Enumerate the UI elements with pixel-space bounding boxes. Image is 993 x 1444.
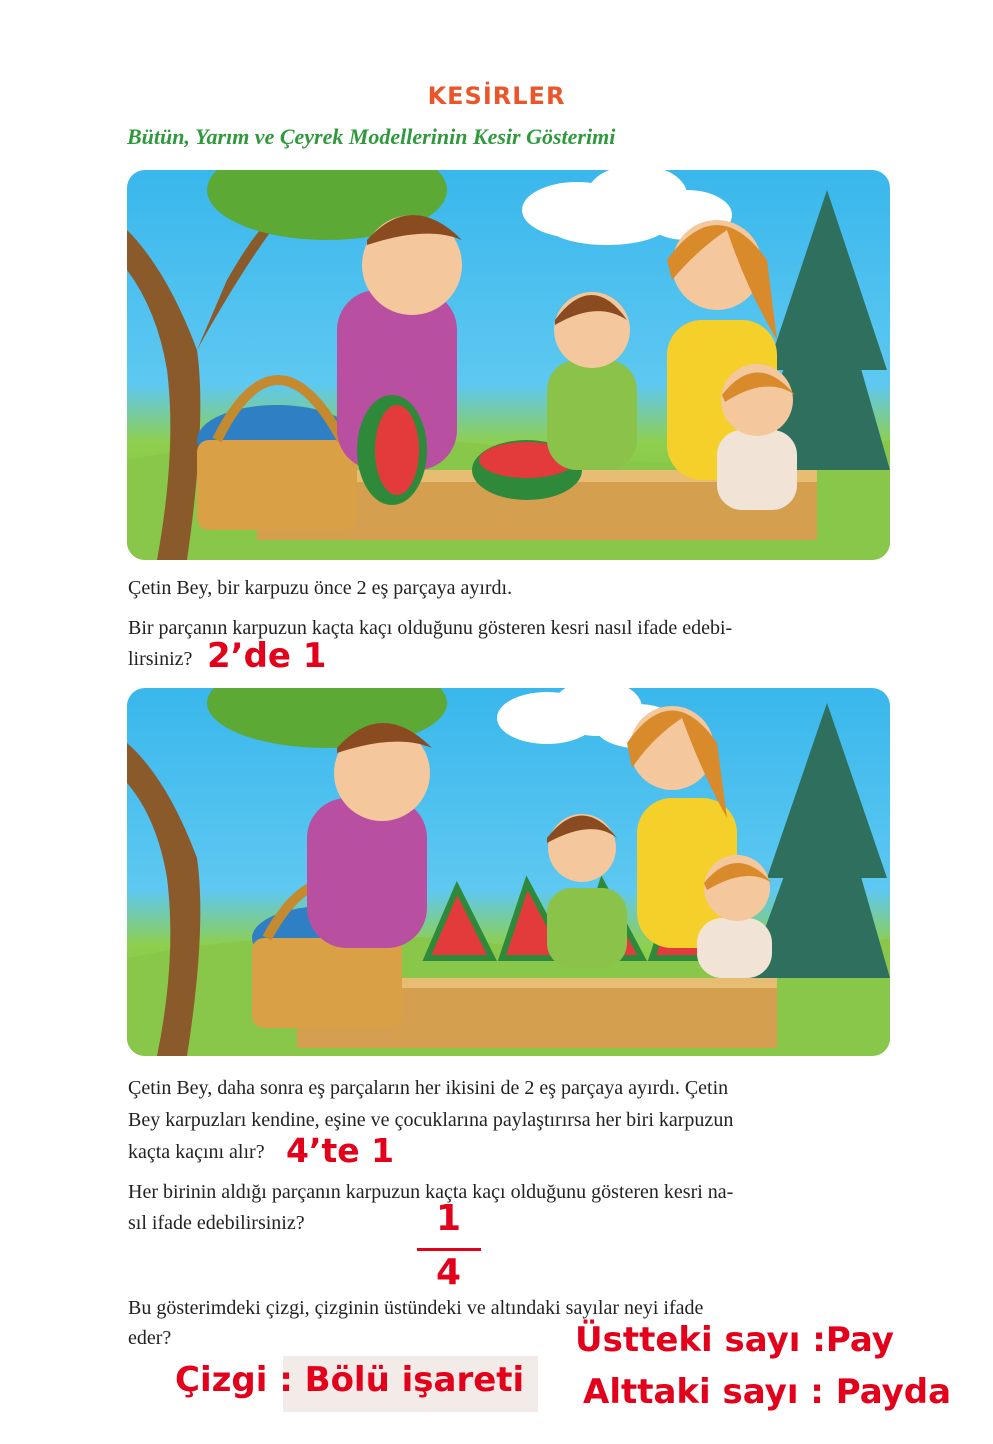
note-ustteki: Üstteki sayı :Pay bbox=[575, 1320, 894, 1360]
section2-para3-line2: eder? bbox=[128, 1327, 172, 1349]
page-subtitle: Bütün, Yarım ve Çeyrek Modellerinin Kesir Gösterimi bbox=[127, 124, 616, 149]
picnic-illustration-2 bbox=[127, 688, 890, 1056]
section2-para1-line2: Bey karpuzları kendine, eşine ve çocuklarına paylaştırırsa her biri karpuzun bbox=[128, 1109, 734, 1131]
section1-line2: Bir parçanın karpuzun kaçta kaçı olduğunu gösteren kesri nasıl ifade edebi- bbox=[128, 617, 733, 639]
section2-para1-line3: kaçta kaçını alır? bbox=[128, 1141, 265, 1163]
note-alttaki: Alttaki sayı : Payda bbox=[583, 1372, 952, 1412]
section2-para3-line1: Bu gösterimdeki çizgi, çizginin üstündeki ve altındaki sayılar neyi ifade bbox=[128, 1297, 704, 1319]
note-cizgi: Çizgi : Bölü işareti bbox=[175, 1360, 525, 1400]
section1-line1: Çetin Bey, bir karpuzu önce 2 eş parçaya ayırdı. bbox=[128, 577, 513, 599]
fraction-numerator: 1 bbox=[436, 1198, 462, 1239]
section1-line3: lirsiniz? bbox=[128, 648, 193, 670]
section2-para2-line1: Her birinin aldığı parçanın karpuzun kaçta kaçı olduğunu gösteren kesri na- bbox=[128, 1181, 734, 1203]
answer-half: 2’de 1 bbox=[207, 636, 327, 676]
fraction-bar bbox=[417, 1248, 481, 1251]
page-title: KESİRLER bbox=[427, 82, 566, 110]
fraction-denominator: 4 bbox=[436, 1252, 462, 1293]
answer-quarter: 4’te 1 bbox=[286, 1131, 395, 1170]
section2-para1-line1: Çetin Bey, daha sonra eş parçaların her ikisini de 2 eş parçaya ayırdı. Çetin bbox=[128, 1077, 729, 1099]
section2-para2-line2: sıl ifade edebilirsiniz? bbox=[128, 1212, 305, 1234]
picnic-illustration-1 bbox=[127, 170, 890, 560]
